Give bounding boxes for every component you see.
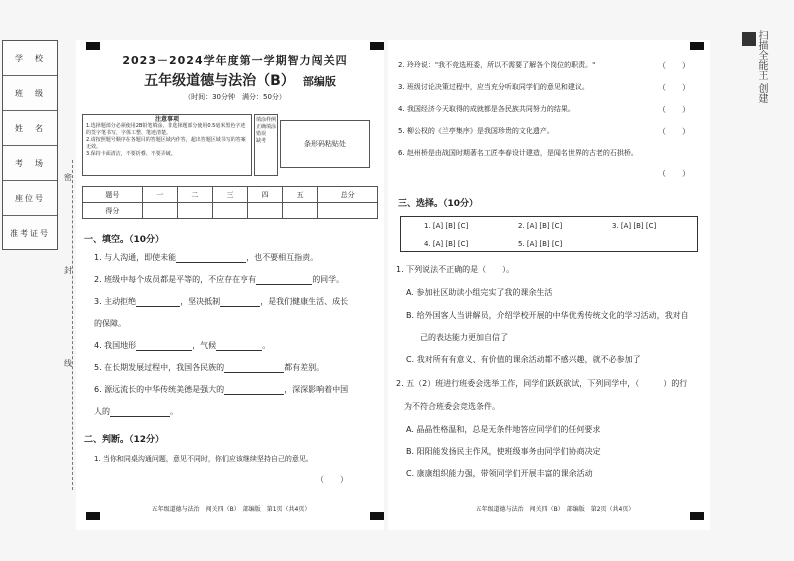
example-item: 缺考: [256, 138, 267, 144]
fill-question-4: [94, 340, 270, 351]
seal-char: 封: [64, 266, 72, 275]
option-a: A. 晶晶性格温和，总是无条件地答应同学们的任何要求: [406, 425, 601, 434]
answer-paren[interactable]: （ ）: [658, 83, 690, 92]
seal-char: 线: [64, 359, 72, 368]
option-b-cont: 己的表达能力更加自信了: [420, 333, 508, 342]
fill-example: [254, 114, 278, 176]
q-text: 的同学。: [312, 275, 345, 284]
fill-question-5: [94, 362, 324, 373]
q-text: 4. 我国地形: [94, 341, 137, 350]
option-a: A. 参加社区助读小组完实了我的课余生活: [406, 288, 553, 297]
registration-mark: [86, 42, 100, 50]
answer-blank[interactable]: [216, 341, 262, 351]
judge-question-5: 5. 柳公权的《兰亭集序》是我国珍贵的文化遗产。: [398, 127, 554, 135]
sidebar-field: 考 场: [3, 146, 57, 181]
registration-mark: [370, 42, 384, 50]
registration-mark: [690, 42, 704, 50]
notice-heading: 注意事项: [154, 116, 179, 123]
q-text: ，气候: [192, 341, 217, 350]
notice-box: [82, 114, 252, 176]
judge-question-4: 4. 我国经济今天取得的成就都是各民族共同努力的结果。: [398, 105, 575, 113]
score-row-label: 得分: [83, 203, 143, 219]
score-header: 三: [212, 187, 247, 203]
choice-question-2-cont: 为不符合班委会竞选条件。: [404, 402, 500, 411]
score-header-row: [83, 187, 378, 203]
q-text: ，也不要相互指责。: [246, 253, 319, 262]
answer-blank[interactable]: [136, 297, 180, 307]
answer-blank[interactable]: [224, 363, 284, 373]
option-b: B. 给外国客人当讲解员，介绍学校开展的中华优秀传统文化的学习活动，我对自: [406, 311, 689, 320]
answer-blank[interactable]: [220, 297, 260, 307]
q-text: 2. 班级中每个成员都是平等的，不应存在亨有: [94, 275, 257, 284]
answer-blank[interactable]: [110, 407, 170, 417]
answer-paren[interactable]: （ ）: [658, 61, 690, 70]
exam-subject: [110, 70, 370, 90]
choice-question-1: 1. 下列说法不正确的是（ ）。: [396, 265, 515, 274]
page-footer: 五年级道德与法治 闯关四（B） 部编版 第1页（共4页）: [151, 506, 311, 513]
score-header: 四: [248, 187, 283, 203]
judge-question-3: 3. 班级讨论决策过程中，应当充分听取同学们的意见和建议。: [398, 83, 589, 91]
q-text: 都有差别。: [284, 363, 325, 372]
q-text: 。: [170, 407, 178, 416]
option-c: C. 我对所有有意义、有价值的课余活动都不感兴趣，就不必参加了: [406, 355, 641, 364]
fill-question-3: [94, 296, 348, 307]
subject-text: 五年级道德与法治（B）: [144, 73, 295, 89]
choice-option[interactable]: 5. [A] [B] [C]: [518, 240, 563, 248]
scanner-watermark: [736, 10, 786, 150]
judge-question-2: 2. 玲玲说："我不竞选班委，所以不需要了解各个岗位的职责。": [398, 61, 596, 69]
fill-question-6-cont: [94, 406, 178, 417]
seal-line: [72, 160, 73, 490]
registration-mark: [370, 512, 384, 520]
score-cell[interactable]: [318, 203, 378, 219]
score-cell[interactable]: [142, 203, 177, 219]
q-text: ，坚决抵制: [180, 297, 221, 306]
section3-heading: 三、选择。（10分）: [398, 199, 479, 209]
notice-item: 2.请按照题号顺序在各题目的答题区域内作答，超出答题区域书写的答案无效。: [86, 137, 246, 150]
score-cell[interactable]: [283, 203, 318, 219]
score-cell[interactable]: [177, 203, 212, 219]
fill-question-1: [94, 252, 318, 263]
seal-char: 密: [64, 173, 72, 182]
fill-question-2: [94, 274, 344, 285]
q-text: 3. 主动拒绝: [94, 297, 137, 306]
answer-blank[interactable]: [136, 341, 192, 351]
judge-question-6: 6. 赵州桥是由战国时期著名工匠李春设计建造，是闻名世界的古老的石拱桥。: [398, 149, 638, 157]
choice-option[interactable]: 4. [A] [B] [C]: [424, 240, 469, 248]
answer-paren[interactable]: （ ）: [658, 105, 690, 114]
answer-paren[interactable]: （ ）: [658, 169, 690, 178]
time-info: （时间：30分钟 满分：50分）: [184, 93, 286, 101]
example-item: 正确填涂: [256, 124, 277, 130]
sidebar-field: 座位号: [3, 181, 57, 216]
option-b: B. 阳阳能发扬民主作风，使班级事务由同学们协商决定: [406, 447, 601, 456]
q-text: ，深深影响着中国: [284, 385, 349, 394]
answer-paren[interactable]: （ ）: [658, 127, 690, 136]
fill-question-3-cont: 的保障。: [94, 319, 126, 328]
choice-option[interactable]: 2. [A] [B] [C]: [518, 222, 563, 230]
answer-paren[interactable]: （ ）: [316, 475, 348, 484]
exam-title: 2023－2024学年度第一学期智力闯关四: [122, 54, 348, 67]
score-header: 题号: [83, 187, 143, 203]
score-cell[interactable]: [212, 203, 247, 219]
notice-item: 3.保持卡面清洁，不要折叠、不要弄破。: [86, 151, 176, 157]
score-header: 总分: [318, 187, 378, 203]
choice-option[interactable]: 1. [A] [B] [C]: [424, 222, 469, 230]
q-text: ，是我们健康生活、成长: [260, 297, 349, 306]
score-header: 二: [177, 187, 212, 203]
score-header: 五: [283, 187, 318, 203]
edition-text: 部编版: [302, 75, 336, 88]
answer-blank[interactable]: [224, 385, 284, 395]
score-cell[interactable]: [248, 203, 283, 219]
score-table: [82, 186, 378, 219]
sidebar-field: 姓 名: [3, 111, 57, 146]
sidebar-field: 学 校: [3, 41, 57, 76]
choice-question-2: 2. 五（2）班进行班委会选举工作，同学们跃跃欲试，下列同学中，（ ）的行: [396, 379, 688, 388]
section1-heading: 一、填空。（10分）: [84, 235, 165, 245]
page-footer: 五年级道德与法治 闯关四（B） 部编版 第2页（共4页）: [475, 506, 635, 513]
sidebar-field: 班 级: [3, 76, 57, 111]
example-heading: 填涂样例: [256, 117, 277, 123]
fill-question-6: [94, 384, 348, 395]
barcode-area: 条形码粘贴处: [280, 120, 370, 168]
answer-blank[interactable]: [176, 253, 246, 263]
q-text: 人的: [94, 407, 110, 416]
score-row: [83, 203, 378, 219]
score-header: 一: [142, 187, 177, 203]
answer-blank[interactable]: [256, 275, 312, 285]
watermark-text: 扫描全能王 创建: [756, 30, 767, 104]
registration-mark: [86, 512, 100, 520]
judge-question-1: 1. 当你和同桌沟通问题，意见不同时，你们应该继续坚持自己的意见。: [94, 455, 313, 463]
example-item: 错误: [256, 131, 267, 137]
registration-mark: [690, 512, 704, 520]
student-info-sidebar: [2, 40, 58, 250]
sidebar-field: 准考证号: [10, 228, 50, 238]
section2-heading: 二、判断。（12分）: [84, 435, 165, 445]
notice-item: 1.选择题部分必须使用2B铅笔填涂，非选择题部分使用0.5毫米黑色字迹的签字笔书写，字体工整、笔迹清楚。: [86, 123, 246, 136]
q-text: 。: [262, 341, 271, 350]
q-text: 1. 与人沟通，即使未能: [94, 253, 177, 262]
choice-option[interactable]: 3. [A] [B] [C]: [612, 222, 657, 230]
q-text: 5. 在长期发展过程中，我国各民族的: [94, 363, 225, 372]
option-c: C. 康康组织能力强，带领同学们开展丰富的课余活动: [406, 469, 593, 478]
q-text: 6. 源远流长的中华传统美德是强大的: [94, 385, 225, 394]
